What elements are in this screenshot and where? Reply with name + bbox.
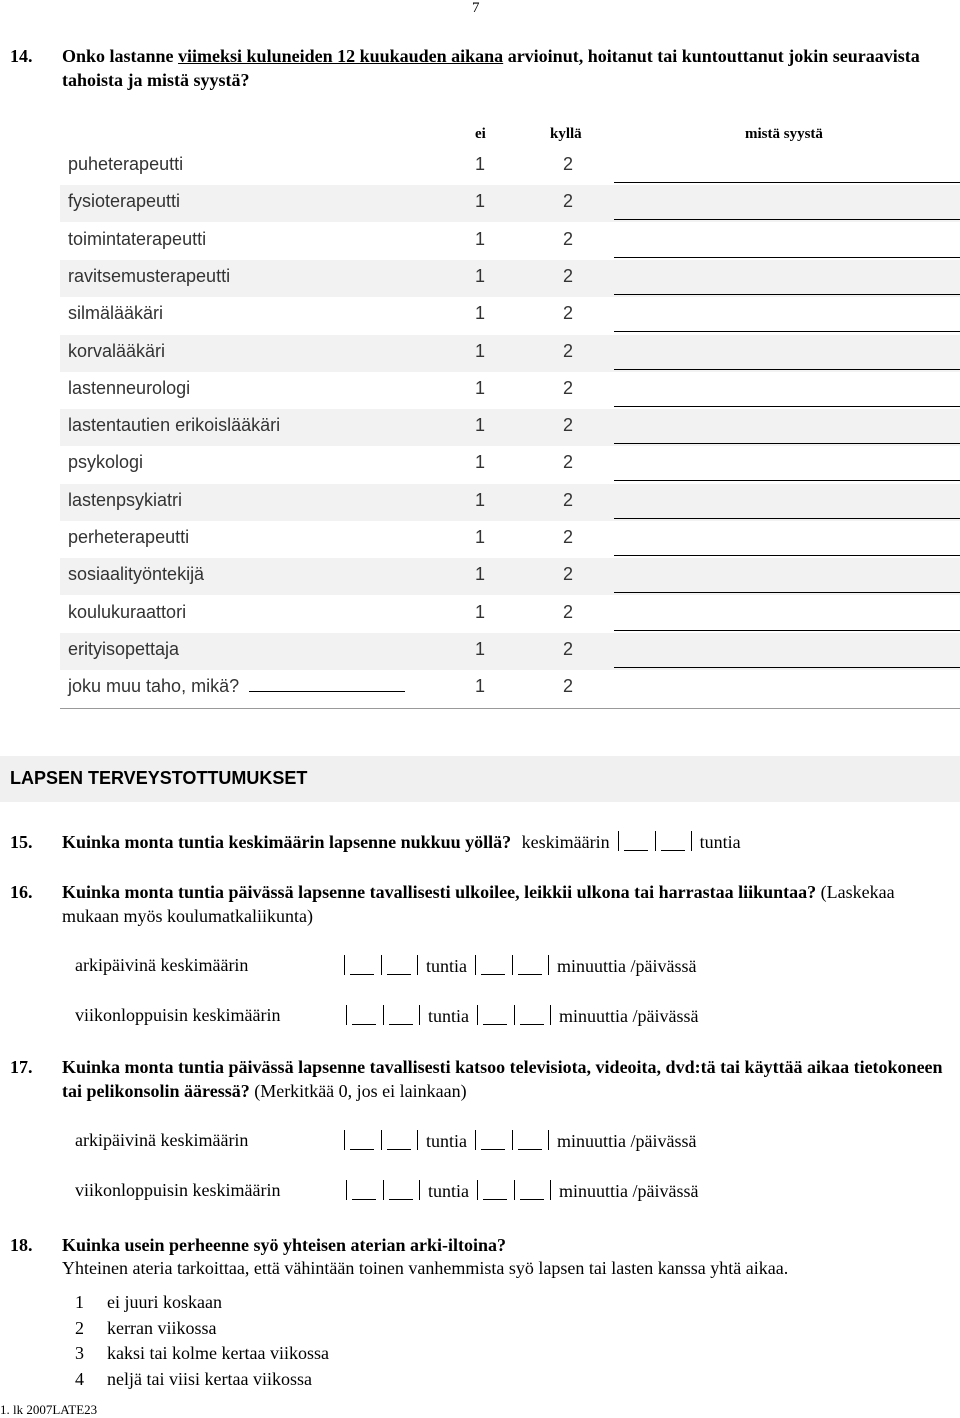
question-number: 14. — [10, 46, 33, 66]
option-kylla[interactable]: 2 — [563, 638, 574, 659]
question-text — [62, 880, 946, 928]
option-ei[interactable]: 1 — [475, 154, 486, 174]
table-row — [60, 372, 960, 409]
minutes-unit: minuuttia /päivässä — [559, 1181, 699, 1201]
hours-input-box[interactable] — [344, 1130, 418, 1150]
option-label: neljä tai viisi kertaa viikossa — [107, 1368, 312, 1389]
row-background — [60, 633, 960, 670]
provider-label: perheterapeutti — [68, 527, 190, 547]
provider-label: lastentautien erikoislääkäri — [68, 415, 281, 436]
option-ei[interactable]: 1 — [475, 452, 486, 473]
provider-label: koulukuraattori — [68, 601, 187, 622]
option-kylla[interactable]: 2 — [563, 340, 574, 361]
option-ei[interactable]: 1 — [475, 676, 486, 697]
provider-label: erityisopettaja — [68, 638, 180, 659]
table-bottom-border — [60, 708, 960, 709]
option-kylla[interactable]: 2 — [563, 415, 574, 436]
question-text-part: Onko lastanne — [62, 46, 179, 66]
reason-input-line[interactable] — [614, 630, 960, 631]
provider-label: silmälääkäri — [68, 303, 164, 324]
hours-input-box[interactable] — [346, 1005, 420, 1025]
table-row — [60, 409, 960, 446]
provider-label: lastenpsykiatri — [68, 489, 183, 510]
answer-option[interactable] — [75, 1318, 216, 1339]
minutes-input-box[interactable] — [475, 955, 549, 975]
answer-option[interactable] — [75, 1292, 222, 1313]
table-row — [60, 521, 960, 558]
reason-input-line[interactable] — [614, 518, 960, 519]
row-background — [60, 297, 960, 334]
hours-unit: tuntia — [428, 1181, 469, 1201]
option-kylla[interactable]: 2 — [563, 564, 574, 585]
option-label: kerran viikossa — [107, 1317, 217, 1338]
minutes-input-box[interactable] — [475, 1130, 549, 1150]
row-background — [60, 185, 960, 222]
answer-option[interactable] — [75, 1369, 312, 1390]
row-background — [60, 372, 960, 409]
reason-input-line[interactable] — [614, 592, 960, 593]
reason-input-line[interactable] — [614, 443, 960, 444]
question-18 — [0, 1233, 960, 1259]
table-row — [60, 558, 960, 595]
weekend-row — [75, 1180, 280, 1201]
provider-label: sosiaalityöntekijä — [68, 564, 205, 585]
row-background — [60, 335, 960, 372]
table-row — [60, 260, 960, 297]
hours-unit: tuntia — [428, 1006, 469, 1026]
reason-input-line[interactable] — [614, 182, 960, 183]
option-label: ei juuri koskaan — [107, 1292, 222, 1312]
column-kylla: kyllä — [550, 126, 582, 142]
question-number: 18. — [10, 1235, 33, 1255]
question-text: Kuinka usein perheenne syö yhteisen aterian arki-iltoina? — [62, 1235, 507, 1255]
question-16 — [0, 880, 960, 930]
minutes-unit: minuuttia /päivässä — [557, 1131, 697, 1151]
table-row — [60, 223, 960, 260]
answer-prefix: keskimäärin — [521, 832, 610, 852]
reason-input-line[interactable] — [614, 480, 960, 481]
option-ei[interactable]: 1 — [475, 601, 486, 622]
option-number: 4 — [75, 1368, 84, 1389]
question-number: 16. — [10, 882, 33, 902]
provider-label: lastenneurologi — [68, 377, 191, 398]
weekend-row — [75, 1005, 280, 1026]
option-kylla[interactable]: 2 — [563, 303, 574, 324]
option-ei[interactable]: 1 — [475, 489, 486, 510]
reason-input-line[interactable] — [614, 369, 960, 370]
table-header — [60, 124, 960, 148]
option-ei[interactable]: 1 — [475, 191, 486, 212]
weekday-input — [336, 955, 696, 977]
provider-label: fysioterapeutti — [68, 191, 181, 212]
option-number: 3 — [75, 1343, 84, 1363]
row-background — [60, 148, 960, 185]
reason-input-line[interactable] — [614, 406, 960, 407]
reason-input-line[interactable] — [614, 667, 960, 668]
option-ei[interactable]: 1 — [475, 638, 486, 659]
weekend-label: viikonloppuisin keskimäärin — [75, 1180, 281, 1200]
other-provider-input-line[interactable] — [249, 690, 405, 692]
option-kylla[interactable]: 2 — [563, 265, 574, 286]
question-text-part: arvioinut, hoitanut tai kuntouttanut jokin seuraavista tahoista ja mistä syystä? — [62, 46, 920, 90]
option-kylla[interactable]: 2 — [563, 191, 574, 212]
section-title: LAPSEN TERVEYSTOTTUMUKSET — [10, 768, 308, 788]
row-background — [60, 446, 960, 483]
row-background — [60, 521, 960, 558]
provider-label: korvalääkäri — [68, 340, 166, 361]
reason-input-line[interactable] — [614, 555, 960, 556]
table-row — [60, 596, 960, 633]
weekday-row — [75, 955, 248, 976]
weekend-input — [338, 1005, 698, 1027]
option-ei[interactable]: 1 — [475, 527, 486, 547]
table-row — [60, 335, 960, 372]
table-row — [60, 633, 960, 670]
table-row — [60, 185, 960, 222]
minutes-unit: minuuttia /päivässä — [557, 956, 697, 976]
question-note: Yhteinen ateria tarkoittaa, että vähintään toinen vanhemmista syö lapsen tai lasten kanssa yhtä aikaa. — [62, 1258, 789, 1278]
option-ei[interactable]: 1 — [475, 377, 486, 398]
reason-input-line[interactable] — [614, 331, 960, 332]
question-number: 17. — [10, 1057, 33, 1077]
minutes-input-box[interactable] — [477, 1180, 551, 1200]
table-row — [60, 484, 960, 521]
question-text-part: Kuinka monta tuntia päivässä lapsenne tavallisesti ulkoilee, leikkii ulkona tai harrastaa liikuntaa? — [62, 882, 817, 902]
column-reason: mistä syystä — [745, 126, 823, 142]
provider-label: joku muu taho, mikä? — [68, 676, 405, 697]
option-kylla[interactable]: 2 — [563, 377, 574, 398]
weekend-label: viikonloppuisin keskimäärin — [75, 1005, 281, 1025]
hours-input-box[interactable] — [344, 955, 418, 975]
table-row — [60, 446, 960, 483]
question-note: (Laskekaa mukaan myös koulumatkaliikunta) — [62, 882, 895, 926]
minutes-input-box[interactable] — [477, 1005, 551, 1025]
option-kylla[interactable]: 2 — [563, 228, 574, 249]
option-ei[interactable]: 1 — [475, 564, 486, 585]
option-label: kaksi tai kolme kertaa viikossa — [107, 1343, 329, 1363]
question-text — [62, 44, 946, 92]
weekday-row — [75, 1130, 248, 1151]
footer-code: 1. lk 2007LATE23 — [0, 1402, 98, 1417]
page-number: 7 — [472, 0, 480, 16]
question-text-underlined: viimeksi kuluneiden 12 kuukauden aikana — [178, 46, 504, 66]
hours-input-box[interactable] — [618, 831, 692, 851]
provider-label: toimintaterapeutti — [68, 228, 207, 249]
table-row — [60, 297, 960, 334]
minutes-unit: minuuttia /päivässä — [559, 1006, 699, 1026]
question-note: (Merkitkää 0, jos ei lainkaan) — [249, 1081, 467, 1101]
reason-input-line[interactable] — [614, 219, 960, 220]
option-kylla[interactable]: 2 — [563, 489, 574, 510]
question-text — [62, 830, 946, 854]
reason-input-line[interactable] — [614, 294, 960, 295]
weekday-label: arkipäivinä keskimäärin — [75, 1130, 249, 1150]
option-number: 1 — [75, 1292, 84, 1312]
option-kylla[interactable]: 2 — [563, 676, 574, 697]
weekday-input — [336, 1130, 696, 1152]
provider-label: ravitsemusterapeutti — [68, 265, 231, 286]
option-kylla[interactable]: 2 — [563, 527, 574, 547]
weekend-input — [338, 1180, 698, 1202]
row-background — [60, 596, 960, 633]
hours-unit: tuntia — [426, 956, 467, 976]
option-ei[interactable]: 1 — [475, 303, 486, 324]
column-ei: ei — [475, 126, 486, 142]
question-text — [62, 1055, 946, 1103]
option-number: 2 — [75, 1317, 84, 1338]
option-ei[interactable]: 1 — [475, 415, 486, 436]
table-row — [60, 148, 960, 185]
option-ei[interactable]: 1 — [475, 340, 486, 361]
option-kylla[interactable]: 2 — [563, 601, 574, 622]
table-row — [60, 670, 960, 707]
option-ei[interactable]: 1 — [475, 265, 486, 286]
question-text-part: Kuinka monta tuntia päivässä lapsenne tavallisesti katsoo televisiota, videoita, dvd:tä tai käyttää aikaa tietokoneen tai pelikonsolin ääressä? — [62, 1057, 943, 1101]
hours-unit: tuntia — [426, 1131, 467, 1151]
question-text-part: Kuinka monta tuntia keskimäärin lapsenne nukkuu yöllä? — [62, 832, 512, 852]
option-kylla[interactable]: 2 — [563, 154, 574, 174]
option-kylla[interactable]: 2 — [563, 452, 574, 473]
reason-input-line[interactable] — [614, 257, 960, 258]
weekday-label: arkipäivinä keskimäärin — [75, 955, 249, 975]
option-ei[interactable]: 1 — [475, 228, 486, 249]
hours-unit: tuntia — [699, 832, 741, 852]
hours-input-box[interactable] — [346, 1180, 420, 1200]
provider-label: puheterapeutti — [68, 154, 184, 174]
question-number: 15. — [10, 832, 33, 852]
question-17 — [0, 1055, 960, 1105]
row-background — [60, 484, 960, 521]
provider-label: psykologi — [68, 452, 144, 473]
question-14 — [0, 44, 960, 94]
answer-option[interactable] — [75, 1343, 329, 1364]
question-15 — [0, 830, 960, 856]
